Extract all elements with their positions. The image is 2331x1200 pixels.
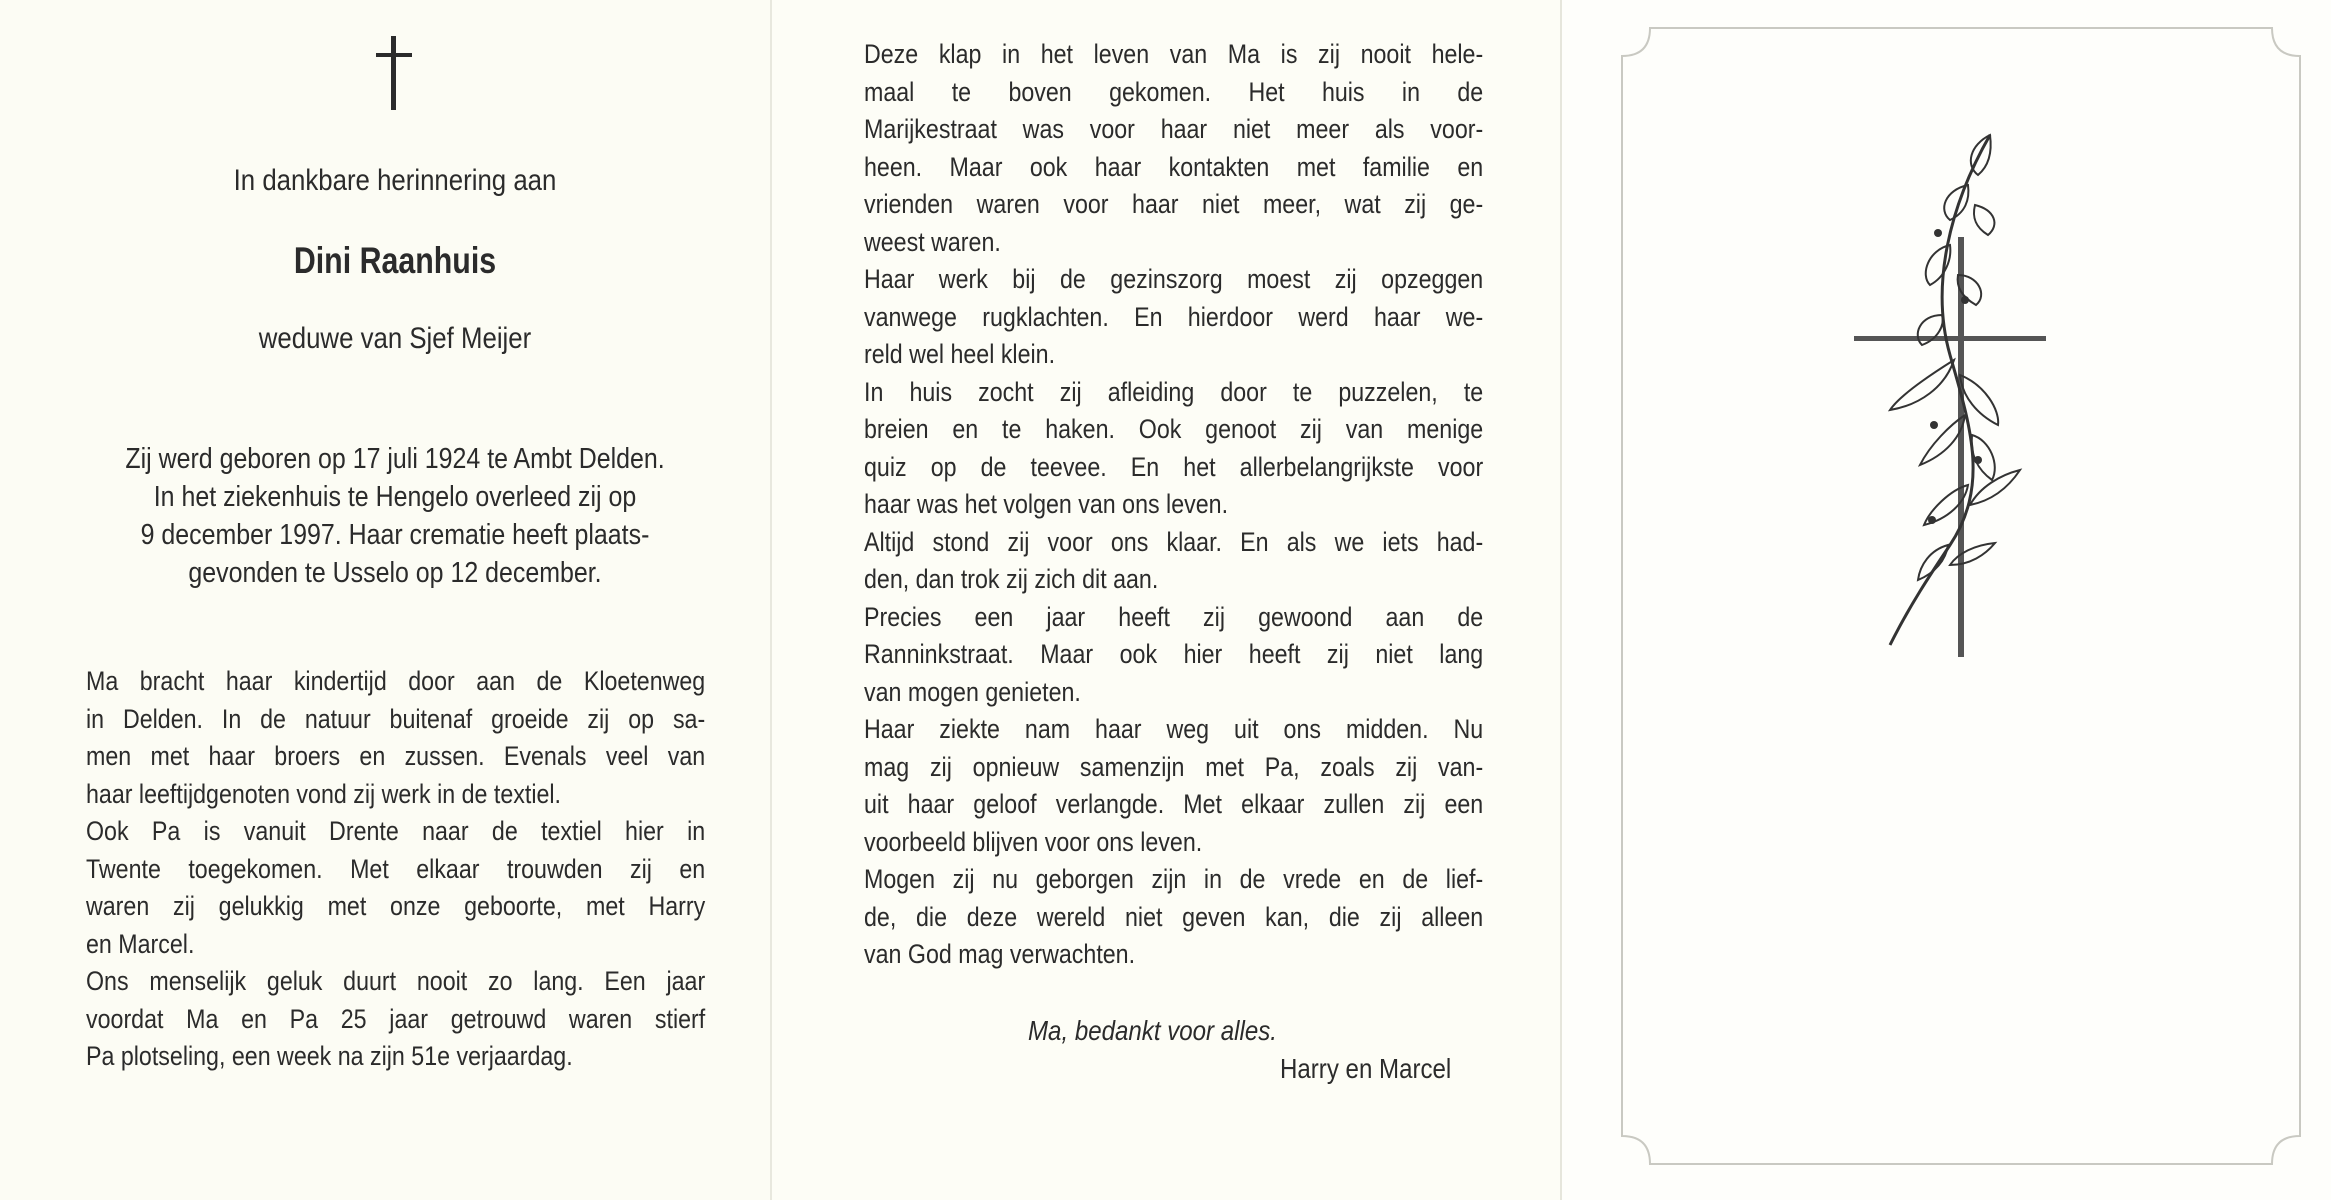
intro-text: In dankbare herinnering aan [233, 164, 557, 197]
deceased-name: Dini Raanhuis [293, 240, 497, 281]
story-line: Altijd stond zij voor ons klaar. En als we iets had- [864, 526, 1484, 557]
story-line: Ranninkstraat. Maar ook hier heeft zij niet lang [864, 639, 1484, 669]
story-line: men met haar broers en zussen. Evenals veel van [86, 741, 706, 771]
story-line: reld wel heel klein. [864, 339, 1056, 369]
story-line: Pa plotseling, een week na zijn 51e verjaardag. [86, 1041, 573, 1071]
story-line: Twente toegekomen. Met elkaar trouwden zij en [86, 853, 706, 884]
story-line: haar was het volgen van ons leven. [864, 489, 1229, 519]
birth-line: Zij werd geboren op 17 juli 1924 te Ambt Delden. [125, 443, 665, 475]
birth-death-paragraph [0, 440, 790, 592]
birth-line: In het ziekenhuis te Hengelo overleed zij op [153, 481, 637, 513]
story-line: maal te boven gekomen. Het huis in de [864, 76, 1484, 107]
widow-of-text: weduwe van Sjef Meijer [258, 322, 532, 355]
story-line: breien en te haken. Ook genoot zij van menige [864, 414, 1484, 444]
story-line: voorbeeld blijven voor ons leven. [864, 826, 1203, 857]
thanks-line: Ma, bedankt voor alles. [1028, 1015, 1277, 1046]
story-line: Haar werk bij de gezinszorg moest zij opzeggen [864, 264, 1484, 294]
story-line: van mogen genieten. [864, 676, 1081, 707]
story-line: uit haar geloof verlangde. Met elkaar zullen zij een [864, 789, 1484, 819]
story-line: vrienden waren voor haar niet meer, wat zij ge- [864, 189, 1484, 219]
story-line: Haar ziekte nam haar weg uit ons midden. Nu [864, 714, 1484, 744]
story-line: heen. Maar ook haar kontakten met familie en [864, 151, 1484, 182]
story-line: Ook Pa is vanuit Drente naar de textiel hier in [86, 816, 706, 846]
story-line: haar leeftijdgenoten vond zij werk in de textiel. [86, 778, 562, 809]
story-line: quiz op de teevee. En het allerbelangrijkste voor [864, 451, 1484, 482]
life-story-middle [864, 36, 1483, 974]
story-line: In huis zocht zij afleiding door te puzzelen, te [864, 376, 1484, 407]
story-line: weest waren. [864, 226, 1001, 257]
story-line: vanwege rugklachten. En hierdoor werd haar we- [864, 301, 1484, 332]
story-line: Deze klap in het leven van Ma is zij nooit hele- [864, 39, 1484, 69]
left-panel [0, 0, 770, 1200]
story-line: mag zij opnieuw samenzijn met Pa, zoals zij van- [864, 751, 1484, 782]
cross-icon [372, 36, 416, 110]
life-story-left [86, 663, 705, 1076]
story-line: Marijkestraat was voor haar niet meer als voor- [864, 114, 1484, 144]
story-line: Ons menselijk geluk duurt nooit zo lang. Een jaar [86, 966, 706, 996]
birth-line: gevonden te Usselo op 12 december. [188, 557, 602, 589]
story-line: den, dan trok zij zich dit aan. [864, 564, 1159, 594]
story-line: van God mag verwachten. [864, 939, 1136, 969]
story-line: in Delden. In de natuur buitenaf groeide zij op sa- [86, 703, 706, 734]
story-line: waren zij gelukkig met onze geboorte, met Harry [86, 891, 706, 921]
birth-line: 9 december 1997. Haar crematie heeft plaats- [140, 519, 650, 551]
story-line: Mogen zij nu geborgen zijn in de vrede en de lief- [864, 864, 1484, 894]
story-line: de, die deze wereld niet geven kan, die zij alleen [864, 901, 1484, 932]
signature: Harry en Marcel [1280, 1053, 1452, 1084]
story-line: voordat Ma en Pa 25 jaar getrouwd waren stierf [86, 1003, 706, 1034]
story-line: en Marcel. [86, 928, 195, 959]
cross-with-olive-branch-icon [1850, 125, 2080, 665]
story-line: Ma bracht haar kindertijd door aan de Kloetenweg [86, 666, 706, 696]
story-line: Precies een jaar heeft zij gewoond aan de [864, 601, 1484, 632]
